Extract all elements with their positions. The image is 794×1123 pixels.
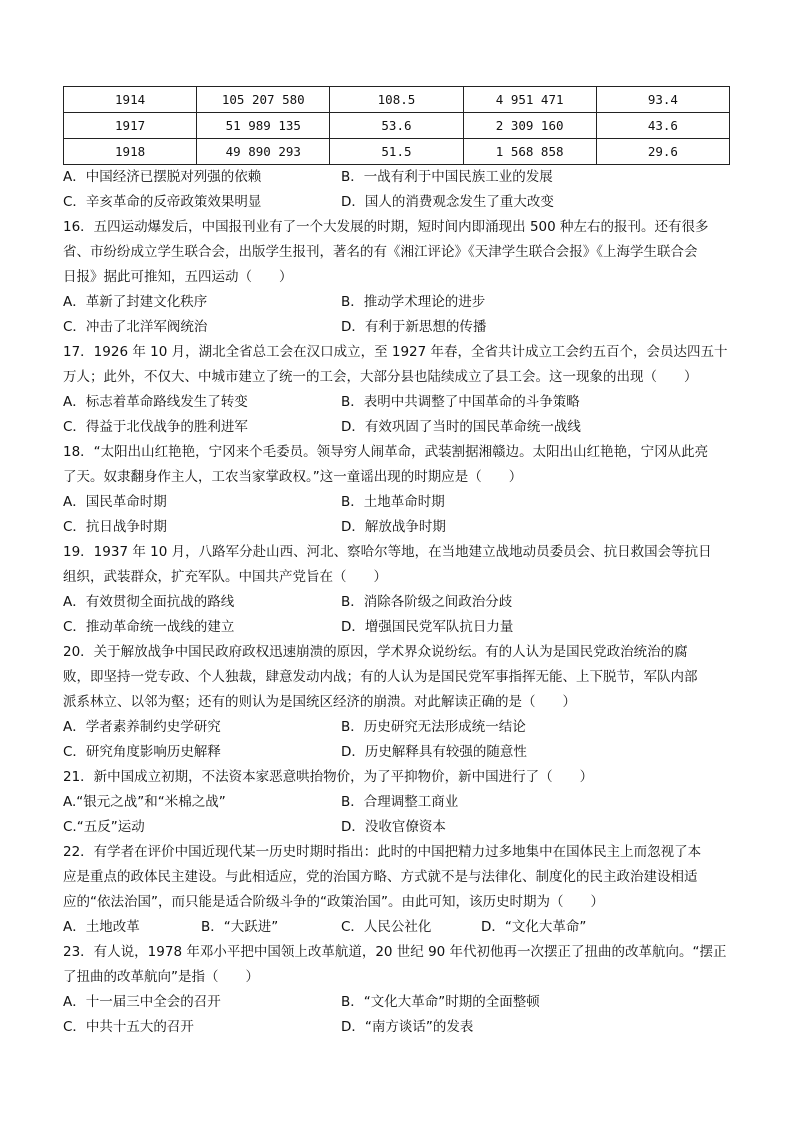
question-19 bbox=[63, 540, 730, 640]
question-16 bbox=[63, 215, 730, 340]
data-table bbox=[63, 86, 730, 165]
question-18 bbox=[63, 440, 730, 540]
question-text-line: 应是重点的政体民主建设。与此相适应，党的治国方略、方式就不是与法律化、制度化的民主政治建设相适 bbox=[63, 869, 698, 885]
q16-options bbox=[63, 290, 730, 340]
q15-options bbox=[63, 165, 730, 215]
table-cell: 1918 bbox=[64, 139, 197, 165]
table-row bbox=[64, 113, 730, 139]
q23-option-a[interactable]: A．十一届三中全会的召开 bbox=[63, 994, 221, 1010]
table-cell: 1 568 858 bbox=[463, 139, 596, 165]
table-cell: 93.4 bbox=[596, 87, 729, 113]
q16-option-a[interactable]: A．革新了封建文化秩序 bbox=[63, 294, 208, 310]
q15-option-a[interactable]: A．中国经济已摆脱对列强的依赖 bbox=[63, 169, 262, 185]
question-text-line: 17．1926 年 10 月，湖北全省总工会在汉口成立，至 1927 年春，全省共计成立工会约五百个，会员达四五十 bbox=[63, 344, 728, 360]
q21-option-b[interactable]: B．合理调整工商业 bbox=[341, 794, 459, 810]
q20-option-b[interactable]: B．历史研究无法形成统一结论 bbox=[341, 719, 526, 735]
question-text-line: 日报》据此可推知，五四运动（ ） bbox=[63, 269, 293, 285]
q20-option-c[interactable]: C．研究角度影响历史解释 bbox=[63, 744, 221, 760]
q19-option-a[interactable]: A．有效贯彻全面抗战的路线 bbox=[63, 594, 235, 610]
q19-options bbox=[63, 590, 730, 640]
question-21 bbox=[63, 765, 730, 840]
question-20 bbox=[63, 640, 730, 765]
question-text-line: 19．1937 年 10 月，八路军分赴山西、河北、察哈尔等地，在当地建立战地动员委员会、抗日救国会等抗日 bbox=[63, 544, 712, 560]
q22-option-a[interactable]: A．土地改革 bbox=[63, 919, 140, 935]
q20-options bbox=[63, 715, 730, 765]
q15-option-b[interactable]: B．一战有利于中国民族工业的发展 bbox=[341, 169, 553, 185]
q18-options bbox=[63, 490, 730, 540]
table-cell: 4 951 471 bbox=[463, 87, 596, 113]
question-text-line: 应的“依法治国”，而只能是适合阶级斗争的“政策治国”。由此可知，该历史时期为（ ） bbox=[63, 894, 604, 910]
exam-page bbox=[63, 86, 730, 1040]
q19-option-b[interactable]: B．消除各阶级之间政治分歧 bbox=[341, 594, 513, 610]
q17-options bbox=[63, 390, 730, 440]
question-text-line: 21．新中国成立初期，不法资本家恶意哄抬物价，为了平抑物价，新中国进行了（ ） bbox=[63, 769, 594, 785]
q22-option-d[interactable]: D．“文化大革命” bbox=[481, 919, 587, 935]
table-row bbox=[64, 139, 730, 165]
q18-option-c[interactable]: C．抗日战争时期 bbox=[63, 519, 167, 535]
q17-option-a[interactable]: A．标志着革命路线发生了转变 bbox=[63, 394, 248, 410]
table-row bbox=[64, 87, 730, 113]
q21-options bbox=[63, 790, 730, 840]
q19-option-c[interactable]: C．推动革命统一战线的建立 bbox=[63, 619, 235, 635]
question-text-line: 派系林立、以邻为壑；还有的则认为是国统区经济的崩溃。对此解读正确的是（ ） bbox=[63, 694, 576, 710]
q18-option-b[interactable]: B．土地革命时期 bbox=[341, 494, 445, 510]
q21-option-c[interactable]: C.“五反”运动 bbox=[63, 819, 145, 835]
question-17 bbox=[63, 340, 730, 440]
q18-option-a[interactable]: A．国民革命时期 bbox=[63, 494, 167, 510]
table-cell: 2 309 160 bbox=[463, 113, 596, 139]
q19-option-d[interactable]: D．增强国民党军队抗日力量 bbox=[341, 619, 514, 635]
q15-option-c[interactable]: C．辛亥革命的反帝政策效果明显 bbox=[63, 194, 262, 210]
q21-option-d[interactable]: D．没收官僚资本 bbox=[341, 819, 446, 835]
table-cell: 1917 bbox=[64, 113, 197, 139]
q16-option-d[interactable]: D．有利于新思想的传播 bbox=[341, 319, 487, 335]
q22-options bbox=[63, 915, 730, 940]
question-23 bbox=[63, 940, 730, 1040]
table-cell: 1914 bbox=[64, 87, 197, 113]
q16-option-b[interactable]: B．推动学术理论的进步 bbox=[341, 294, 486, 310]
q15-option-d[interactable]: D．国人的消费观念发生了重大改变 bbox=[341, 194, 554, 210]
question-text-line: 省、市纷纷成立学生联合会，出版学生报刊，著名的有《湘江评论》《天津学生联合会报》《上海学生联合会 bbox=[63, 244, 698, 260]
table-cell: 108.5 bbox=[330, 87, 463, 113]
q20-option-a[interactable]: A．学者素养制约史学研究 bbox=[63, 719, 221, 735]
q20-option-d[interactable]: D．历史解释具有较强的随意性 bbox=[341, 744, 527, 760]
q23-options bbox=[63, 990, 730, 1040]
question-text-line: 了天。奴隶翻身作主人，工农当家掌政权。”这一童谣出现的时期应是（ ） bbox=[63, 469, 523, 485]
question-text-line: 组织，武装群众，扩充军队。中国共产党旨在（ ） bbox=[63, 569, 387, 585]
question-text-line: 22．有学者在评价中国近现代某一历史时期时指出：此时的中国把精力过多地集中在国体民主上而忽视了本 bbox=[63, 844, 702, 860]
question-text-line: 18．“太阳出山红艳艳，宁冈来个毛委员。领导穷人闹革命，武装割据湘赣边。太阳出山红艳艳，宁冈从此亮 bbox=[63, 444, 709, 460]
q21-option-a[interactable]: A.“银元之战”和“米棉之战” bbox=[63, 794, 226, 810]
table-cell: 53.6 bbox=[330, 113, 463, 139]
q18-option-d[interactable]: D．解放战争时期 bbox=[341, 519, 446, 535]
question-text-line: 败，即坚持一党专政、个人独裁，肆意发动内战；有的人认为是国民党军事指挥无能、上下脱节，军队内部 bbox=[63, 669, 698, 685]
q22-option-b[interactable]: B．“大跃进” bbox=[201, 919, 279, 935]
table-cell: 51 989 135 bbox=[197, 113, 330, 139]
q17-option-d[interactable]: D．有效巩固了当时的国民革命统一战线 bbox=[341, 419, 581, 435]
q23-option-d[interactable]: D．“南方谈话”的发表 bbox=[341, 1019, 474, 1035]
question-text-line: 16．五四运动爆发后，中国报刊业有了一个大发展的时期，短时间内即涌现出 500 种左右的报刊。还有很多 bbox=[63, 219, 709, 235]
table-cell: 105 207 580 bbox=[197, 87, 330, 113]
table-cell: 51.5 bbox=[330, 139, 463, 165]
question-text-line: 23．有人说，1978 年邓小平把中国领上改革航道，20 世纪 90 年代初他再一次摆正了扭曲的改革航向。“摆正 bbox=[63, 944, 727, 960]
table-cell: 43.6 bbox=[596, 113, 729, 139]
question-text-line: 20．关于解放战争中国民政府政权迅速崩溃的原因，学术界众说纷纭。有的人认为是国民党政治统治的腐 bbox=[63, 644, 688, 660]
q16-option-c[interactable]: C．冲击了北洋军阀统治 bbox=[63, 319, 208, 335]
q23-option-b[interactable]: B．“文化大革命”时期的全面整顿 bbox=[341, 994, 540, 1010]
q22-option-c[interactable]: C．人民公社化 bbox=[341, 919, 432, 935]
q17-option-c[interactable]: C．得益于北伐战争的胜利进军 bbox=[63, 419, 248, 435]
question-text-line: 了扭曲的改革航向”是指（ ） bbox=[63, 969, 259, 985]
question-22 bbox=[63, 840, 730, 940]
q23-option-c[interactable]: C．中共十五大的召开 bbox=[63, 1019, 194, 1035]
table-cell: 29.6 bbox=[596, 139, 729, 165]
q17-option-b[interactable]: B．表明中共调整了中国革命的斗争策略 bbox=[341, 394, 580, 410]
table-cell: 49 890 293 bbox=[197, 139, 330, 165]
question-text-line: 万人；此外，不仅大、中城市建立了统一的工会，大部分县也陆续成立了县工会。这一现象的出现（ ） bbox=[63, 369, 698, 385]
